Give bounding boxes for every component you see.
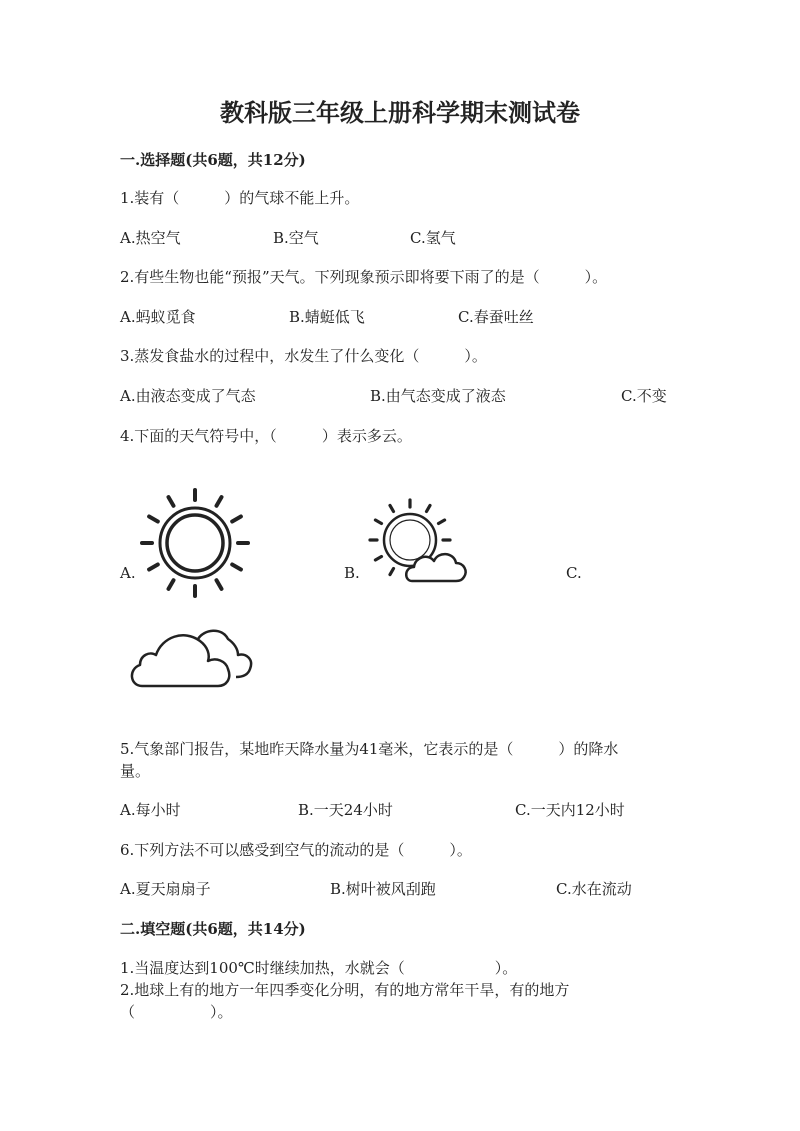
question-1-option-a: A.热空气	[120, 229, 181, 247]
question-6-option-b: B.树叶被风刮跑	[330, 880, 436, 898]
question-2-option-a: A.蚂蚁觅食	[120, 308, 196, 326]
question-6-stem: 6.下列方法不可以感受到空气的流动的是（ ）。	[120, 841, 472, 859]
section-2-heading: 二.填空题(共6题，共14分)	[120, 920, 306, 938]
question-3-option-b: B.由气态变成了液态	[370, 387, 506, 405]
question-3-option-a: A.由液态变成了气态	[120, 387, 256, 405]
question-5-stem-line-1: 5.气象部门报告，某地昨天降水量为41毫米，它表示的是（ ）的降水	[120, 740, 619, 758]
question-4-option-a: A.	[120, 564, 136, 582]
question-5-option-a: A.每小时	[120, 801, 181, 819]
question-5-option-b: B.一天24小时	[298, 801, 393, 819]
fill-question-2-stem-line-2: （ ）。	[120, 1003, 233, 1021]
question-2-option-c: C.春蚕吐丝	[458, 308, 534, 326]
question-5-stem-line-2: 量。	[120, 762, 151, 780]
question-2-stem: 2.有些生物也能“预报”天气。下列现象预示即将要下雨了的是（ ）。	[120, 268, 608, 286]
partly-cloudy-icon	[368, 497, 472, 589]
question-3-option-c: C.不变	[621, 387, 667, 405]
question-5-option-c: C.一天内12小时	[515, 801, 625, 819]
page-title: 教科版三年级上册科学期末测试卷	[220, 98, 580, 127]
question-1-option-b: B.空气	[273, 229, 319, 247]
fill-question-1-stem: 1.当温度达到100℃时继续加热，水就会（ ）。	[120, 959, 518, 977]
question-4-stem: 4.下面的天气符号中，（ ）表示多云。	[120, 427, 412, 445]
question-2-option-b: B.蜻蜓低飞	[289, 308, 365, 326]
fill-question-2-stem-line-1: 2.地球上有的地方一年四季变化分明，有的地方常年干旱，有的地方	[120, 981, 570, 999]
question-1-option-c: C.氢气	[410, 229, 456, 247]
sun-icon	[140, 488, 250, 598]
question-6-option-c: C.水在流动	[556, 880, 632, 898]
question-1-stem: 1.装有（ ）的气球不能上升。	[120, 189, 360, 207]
question-4-option-b: B.	[344, 564, 360, 582]
question-6-option-a: A.夏天扇扇子	[120, 880, 211, 898]
section-1-heading: 一.选择题(共6题，共12分)	[120, 151, 306, 169]
question-4-option-c: C.	[566, 564, 582, 582]
question-3-stem: 3.蒸发食盐水的过程中，水发生了什么变化（ ）。	[120, 347, 487, 365]
cloudy-icon	[128, 627, 254, 689]
